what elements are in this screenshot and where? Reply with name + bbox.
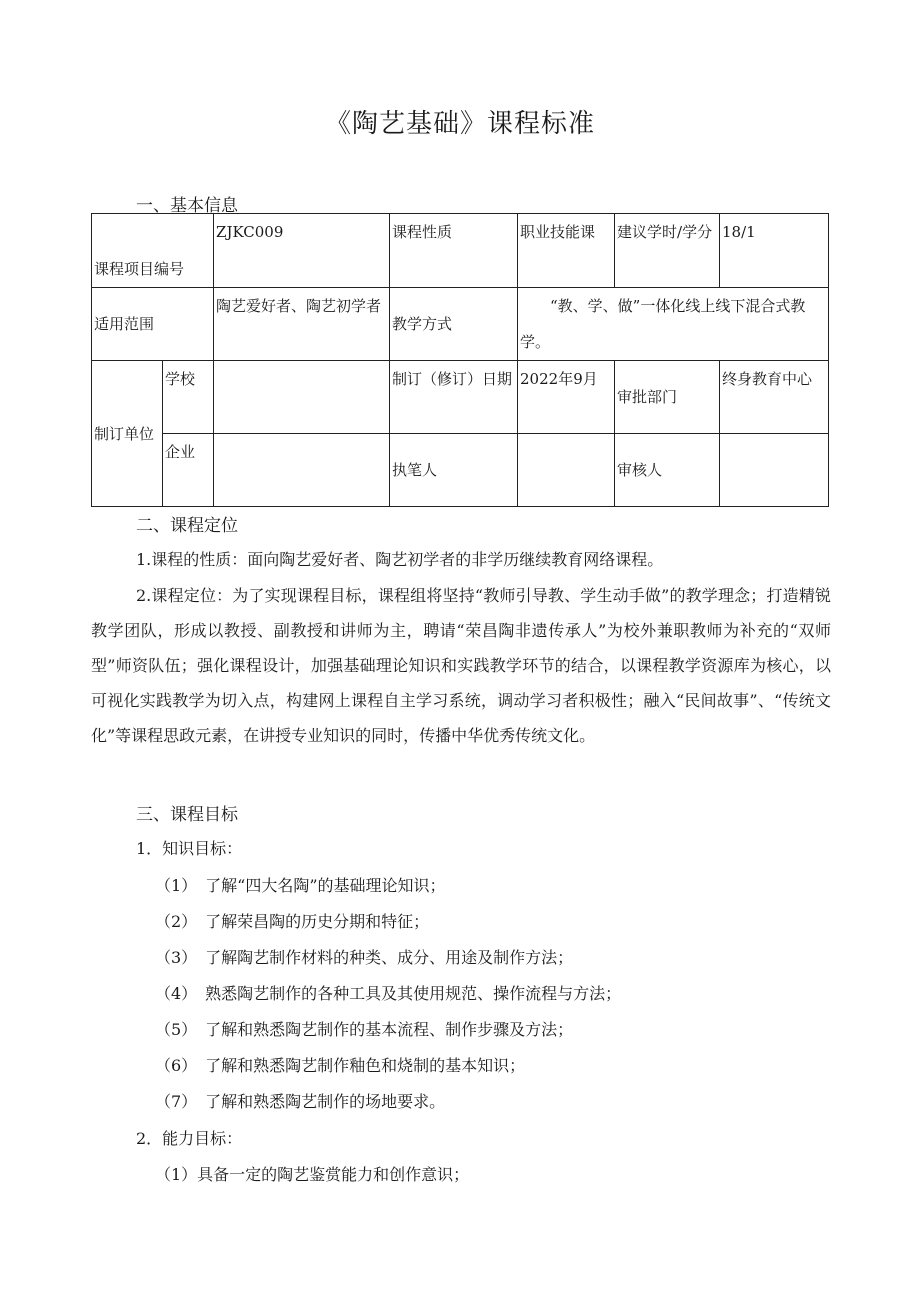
ability-heading: 2．能力目标： (136, 1129, 243, 1148)
section-positioning: 二、课程定位 (136, 516, 238, 536)
knowledge-item: （5） 了解和熟悉陶艺制作的基本流程、制作步骤及方法； (155, 1020, 574, 1039)
section-objectives: 三、课程目标 (136, 805, 238, 825)
knowledge-heading: 1．知识目标： (136, 839, 243, 858)
school-value (214, 361, 390, 434)
approval-dept: 终身教育中心 (720, 361, 829, 434)
knowledge-item: （6） 了解和熟悉陶艺制作釉色和烧制的基本知识； (155, 1056, 526, 1075)
scope-value: 陶艺爱好者、陶艺初学者 (214, 288, 390, 361)
knowledge-item: （7） 了解和熟悉陶艺制作的场地要求。 (155, 1092, 446, 1111)
paragraph-nature: 1.课程的性质：面向陶艺爱好者、陶艺初学者的非学历继续教育网络课程。 (136, 550, 664, 569)
ability-item: （1）具备一定的陶艺鉴赏能力和创作意识； (155, 1165, 470, 1184)
knowledge-item: （1） 了解“四大名陶”的基础理论知识； (155, 876, 446, 895)
document-title: 《陶艺基础》课程标准 (324, 109, 595, 139)
label-school: 学校 (163, 361, 214, 434)
basic-info-table (91, 213, 829, 507)
paragraph-positioning: 2.课程定位：为了实现课程目标，课程组将坚持“教师引导教、学生动手做”的教学理念；打造精锐教学团队，形成以教授、副教授和讲师为主，聘请“荣昌陶非遗传承人”为校外兼职教师为补充的“双师型”师资队伍；强化课程设计，加强基础理论知识和实践教学环节的结合，以课程教学资源库为核心，以可视化实践教学为切入点，构建网上课程自主学习系统，调动学习者积极性；融入“民间故事”、“传统文化”等课程思政元素，在讲授专业知识的同时，传播中华优秀传统文化。 (91, 586, 831, 745)
knowledge-item: （4） 熟悉陶艺制作的各种工具及其使用规范、操作流程与方法； (155, 984, 622, 1003)
writer-value (518, 434, 615, 507)
label-course-code: 课程项目编号 (92, 214, 214, 288)
enterprise-value (214, 434, 390, 507)
label-enterprise: 企业 (163, 434, 214, 507)
label-approval-dept: 审批部门 (615, 361, 720, 434)
knowledge-item: （3） 了解陶艺制作材料的种类、成分、用途及制作方法； (155, 948, 574, 967)
suggested-hours: 18/1 (720, 214, 829, 288)
label-course-nature: 课程性质 (390, 214, 518, 288)
course-code: ZJKC009 (214, 214, 390, 288)
reviewer-value (720, 434, 829, 507)
label-teaching-method: 教学方式 (390, 288, 518, 361)
knowledge-item: （2） 了解荣昌陶的历史分期和特征； (155, 912, 430, 931)
label-unit: 制订单位 (92, 361, 163, 507)
revision-date: 2022年9月 (518, 361, 615, 434)
teaching-method: “教、学、做”一体化线上线下混合式教学。 (518, 288, 829, 361)
label-scope: 适用范围 (92, 288, 214, 361)
label-suggested-hours: 建议学时/学分 (615, 214, 720, 288)
label-reviewer: 审核人 (615, 434, 720, 507)
section-basic-info: 一、基本信息 (136, 196, 238, 216)
label-revision-date: 制订（修订）日期 (390, 361, 518, 434)
course-nature: 职业技能课 (518, 214, 615, 288)
label-writer: 执笔人 (390, 434, 518, 507)
